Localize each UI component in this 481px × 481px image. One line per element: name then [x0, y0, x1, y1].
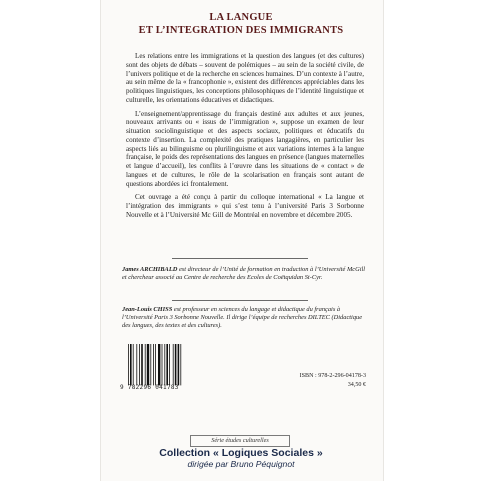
price: 34,50 €: [347, 382, 366, 388]
description-text: [126, 52, 364, 225]
author-name: Jean-Louis CHISS: [122, 306, 173, 313]
separator-line: [172, 300, 308, 301]
author-bio-text: est professeur en sciences du langage et didactique du français à l’Université Paris 3 Sorbonne Nouvelle. Il dirige l’équipe de recherches DILTEC (Didactique des langues, des textes et des cultures).: [122, 306, 363, 329]
collection-title: Collection « Logiques Sociales »: [159, 447, 323, 459]
book-title-line-2: ET L’INTEGRATION DES IMMIGRANTS: [138, 25, 344, 36]
author-bio-2: [122, 306, 368, 330]
series-badge: Série études culturelles: [190, 435, 290, 447]
barcode-digits: 9 782296 041783: [120, 384, 179, 391]
paragraph-2: L’enseignement/apprentissage du français destiné aux adultes et aux jeunes, nouveaux arrivants ou « issus de l’immigration », suppose un examen de leur situation sociolinguistique et des aspects sociaux, politiques et éducatifs du contexte d’insertion. La complexité des pratiques langagières, en particulier les aspects liés au bilinguisme ou plurilinguisme et aux variations internes à la langue française, le poids des représentations des langues en présence (langues maternelles et langue d’accueil), les conflits à l’œuvre dans les situations de « contact » de langues et de cultures, le rôle de la scolarisation en français sont autant de questions abordées ici frontalement.: [126, 109, 364, 188]
paragraph-3: Cet ouvrage a été conçu à partir du colloque international « La langue et l’intégration des immigrants » qui s’est tenu à l’université Paris 3 Sorbonne Nouvelle et à l’Université Mc Gill de Montréal en novembre et décembre 2005.: [126, 193, 364, 219]
author-name: James ARCHIBALD: [122, 266, 178, 273]
author-bio-1: [122, 266, 368, 282]
collection-director: dirigée par Bruno Péquignot: [187, 459, 295, 469]
book-title-line-1: LA LANGUE: [209, 12, 273, 23]
separator-line: [172, 258, 308, 259]
isbn-block: [288, 372, 366, 390]
paragraph-1: Les relations entre les immigrations et la question des langues (et des cultures) sont des objets de débats – souvent de polémiques – au sein de la société civile, de l’univers politique et de la recherche en sciences humaines. D’un contexte à l’autre, au sein même de la « francophonie », existent des différences appréciables dans les politiques linguistiques, les conceptions philosophiques de l’identité linguistique et culturelle, les orientations éducatives et didactiques.: [126, 52, 364, 104]
isbn-number: ISBN : 978-2-296-04178-3: [299, 373, 366, 379]
author-bio-text: est directeur de l’Unité de formation en traduction à l’Université McGill et chercheur associé au Centre de recherche des Ecoles de Coëtquidan St-Cyr.: [122, 266, 366, 281]
